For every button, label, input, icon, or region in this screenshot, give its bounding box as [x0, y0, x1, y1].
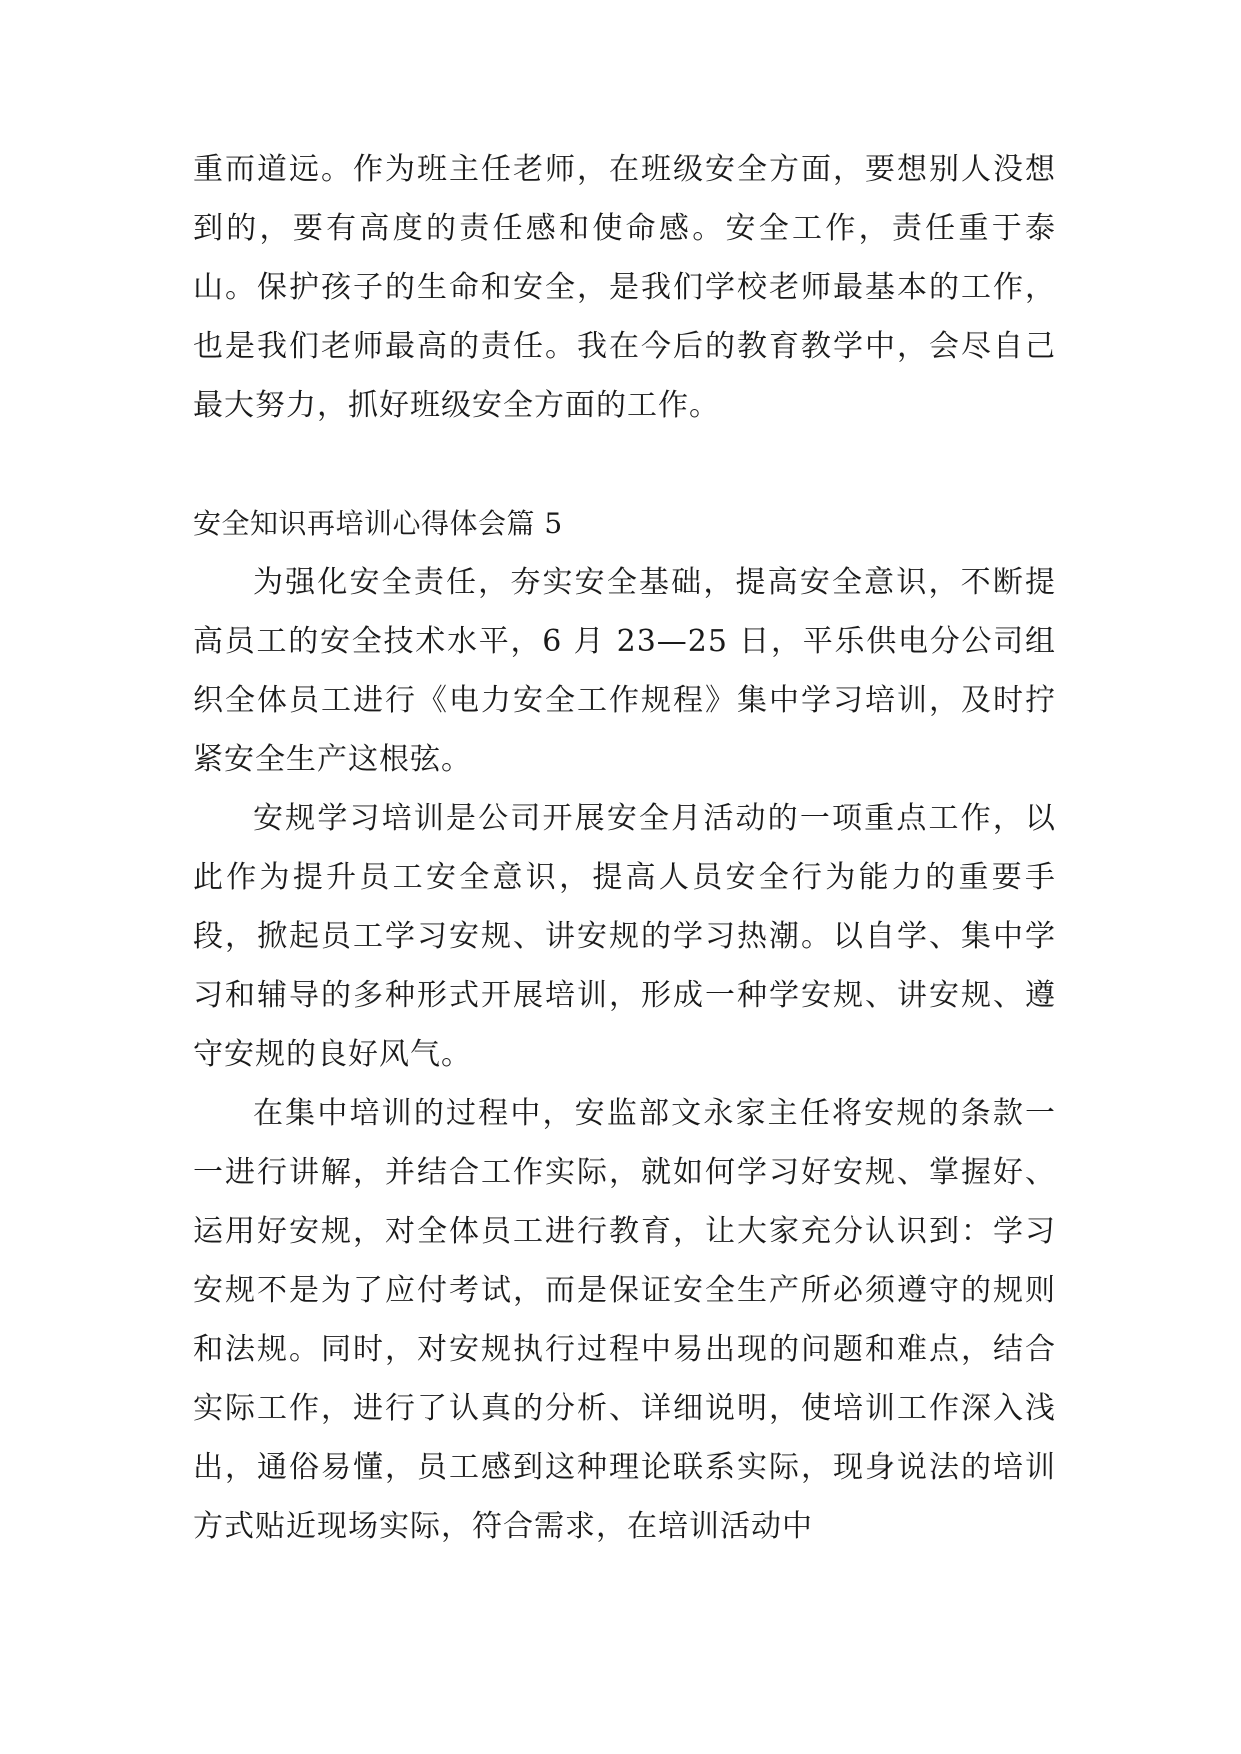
- body-paragraph-1: 为强化安全责任，夯实安全基础，提高安全意识，不断提高员工的安全技术水平，6 月 23—25 日，平乐供电分公司组织全体员工进行《电力安全工作规程》集中学习培训，及时拧紧安全生产这根弦。: [193, 565, 1056, 777]
- body-paragraph-3: 在集中培训的过程中，安监部文永家主任将安规的条款一一进行讲解，并结合工作实际，就如何学习好安规、掌握好、运用好安规，对全体员工进行教育，让大家充分认识到：学习安规不是为了应付考试，而是保证安全生产所必须遵守的规则和法规。同时，对安规执行过程中易出现的问题和难点，结合实际工作，进行了认真的分析、详细说明，使培训工作深入浅出，通俗易懂，员工感到这种理论联系实际，现身说法的培训方式贴近现场实际，符合需求，在培训活动中: [193, 1096, 1056, 1544]
- section-heading: 安全知识再培训心得体会篇 5: [193, 507, 563, 540]
- document-page: [193, 140, 1056, 1556]
- continued-paragraph: 重而道远。作为班主任老师，在班级安全方面，要想别人没想到的，要有高度的责任感和使命感。安全工作，责任重于泰山。保护孩子的生命和安全，是我们学校老师最基本的工作，也是我们老师最高的责任。我在今后的教育教学中，会尽自己最大努力，抓好班级安全方面的工作。: [193, 152, 1056, 423]
- body-paragraph-2: 安规学习培训是公司开展安全月活动的一项重点工作，以此作为提升员工安全意识，提高人员安全行为能力的重要手段，掀起员工学习安规、讲安规的学习热潮。以自学、集中学习和辅导的多种形式开展培训，形成一种学安规、讲安规、遵守安规的良好风气。: [193, 801, 1056, 1072]
